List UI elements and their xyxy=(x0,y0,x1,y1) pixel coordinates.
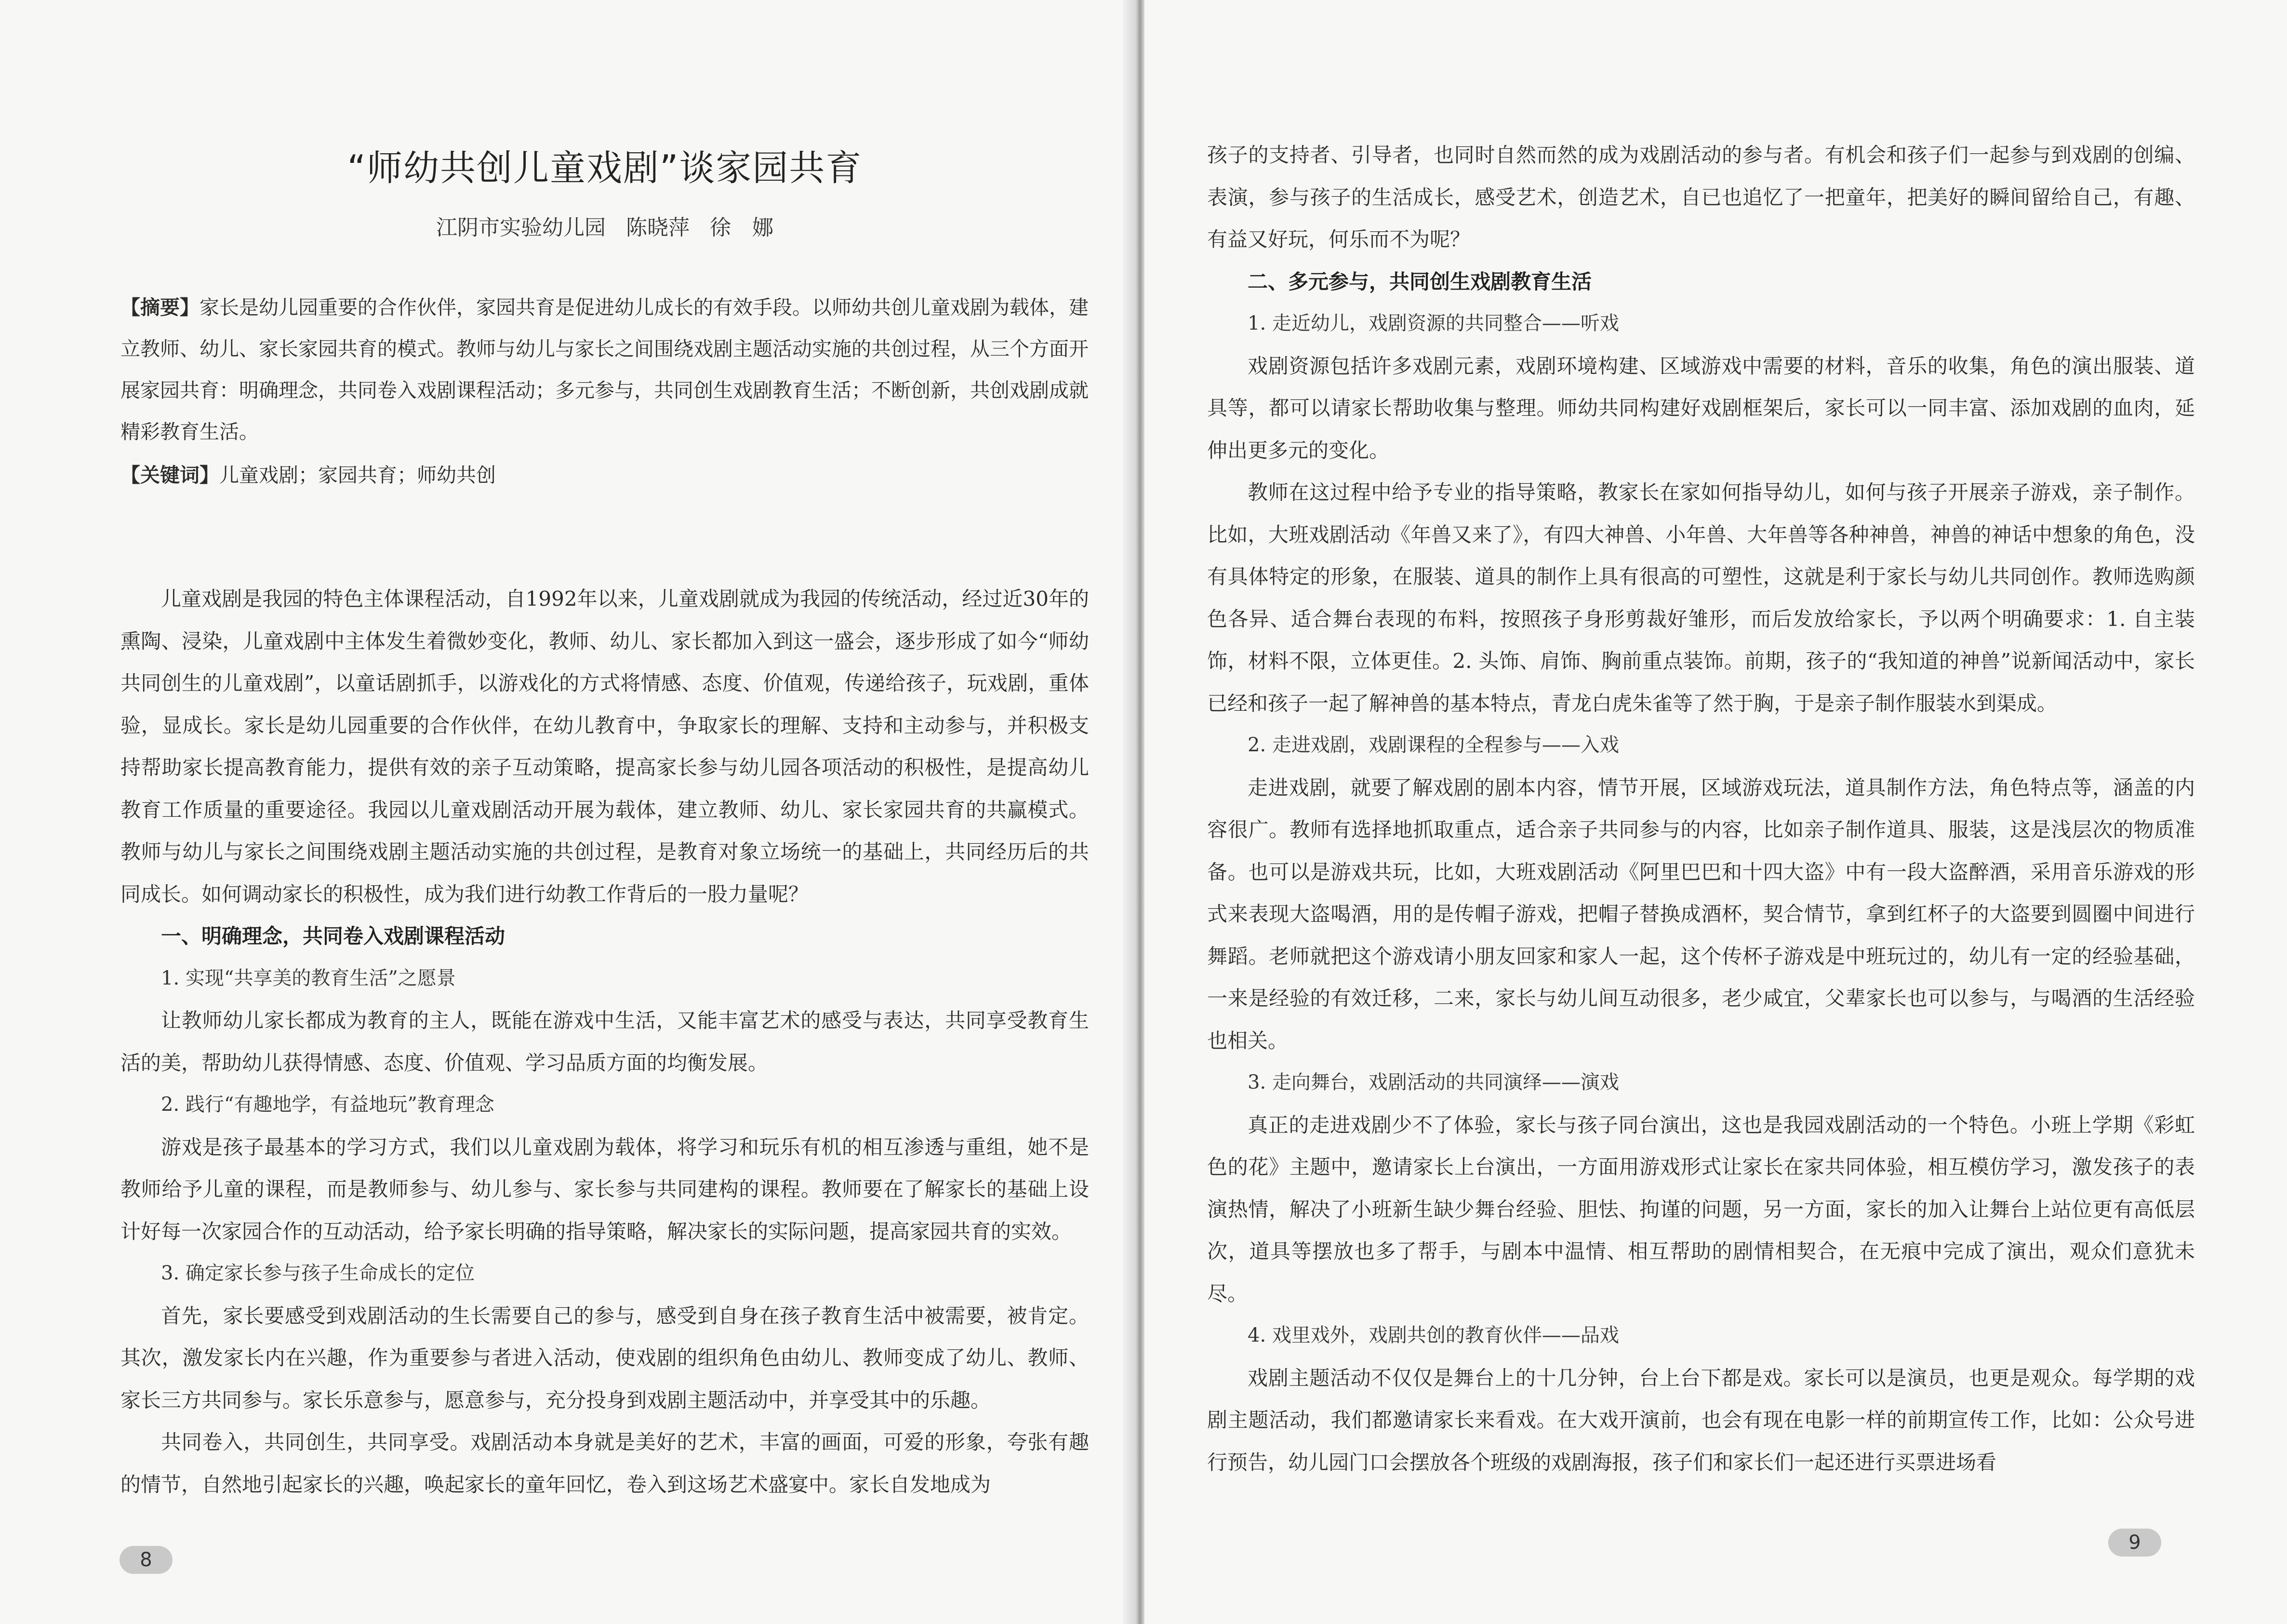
continued-paragraph: 孩子的支持者、引导者，也同时自然而然的成为戏剧活动的参与者。有机会和孩子们一起参与到戏剧的创编、表演，参与孩子的生活成长，感受艺术，创造艺术，自已也追忆了一把童年，把美好的瞬间留给自己，有趣、有益又好玩，何乐而不为呢？ xyxy=(1207,143,2195,251)
abstract-text: 家长是幼儿园重要的合作伙伴，家园共育是促进幼儿成长的有效手段。以师幼共创儿童戏剧为载体，建立教师、幼儿、家长家园共育的模式。教师与幼儿与家长之间围绕戏剧主题活动实施的共创过程，从三个方面开展家园共育：明确理念，共同卷入戏剧课程活动；多元参与，共同创生戏剧教育生活；不断创新，共创戏剧成就精彩教育生活。 xyxy=(120,296,1089,443)
keywords-label: 【关键词】 xyxy=(120,464,219,487)
subsection-2-4-heading: 4. 戏里戏外，戏剧共创的教育伙伴——品戏 xyxy=(1248,1324,1619,1346)
subsection-2-1-heading: 1. 走近幼儿，戏剧资源的共同整合——听戏 xyxy=(1248,312,1619,334)
intro-paragraph: 儿童戏剧是我园的特色主体课程活动，自1992年以来，儿童戏剧就成为我园的传统活动，经过近30年的熏陶、浸染，儿童戏剧中主体发生着微妙变化，教师、幼儿、家长都加入到这一盛会，逐步形成了如今“师幼共同创生的儿童戏剧”，以童话剧抓手，以游戏化的方式将情感、态度、价值观，传递给孩子，玩戏剧，重体验，显成长。家长是幼儿园重要的合作伙伴，在幼儿教育中，争取家长的理解、支持和主动参与，并积极支持帮助家长提高教育能力，提供有效的亲子互动策略，提高家长参与幼儿园各项活动的积极性，是提高幼儿教育工作质量的重要途径。我园以儿童戏剧活动开展为载体，建立教师、幼儿、家长家园共育的共赢模式。教师与幼儿与家长之间围绕戏剧主题活动实施的共创过程，是教育对象立场统一的基础上，共同经历后的共同成长。如何调动家长的积极性，成为我们进行幼教工作背后的一股力量呢？ xyxy=(120,587,1089,906)
subsection-2-3-paragraph: 真正的走进戏剧少不了体验，家长与孩子同台演出，这也是我园戏剧活动的一个特色。小班上学期《彩虹色的花》主题中，邀请家长上台演出，一方面用游戏形式让家长在家共同体验，相互模仿学习，激发孩子的表演热情，解决了小班新生缺少舞台经验、胆怯、拘谨的问题，另一方面，家长的加入让舞台上站位更有高低层次，道具等摆放也多了帮手，与剧本中温情、相互帮助的剧情相契合，在无痕中完成了演出，观众们意犹未尽。 xyxy=(1207,1113,2195,1305)
author-2: 徐 娜 xyxy=(710,215,773,240)
abstract xyxy=(120,287,1089,453)
abstract-label: 【摘要】 xyxy=(120,296,199,319)
subsection-2-2-paragraph: 走进戏剧，就要了解戏剧的剧本内容，情节开展，区域游戏玩法，道具制作方法，角色特点等，涵盖的内容很广。教师有选择地抓取重点，适合亲子共同参与的内容，比如亲子制作道具、服装，这是浅层次的物质准备。也可以是游戏共玩，比如，大班戏剧活动《阿里巴巴和十四大盗》中有一段大盗醉酒，采用音乐游戏的形式来表现大盗喝酒，用的是传帽子游戏，把帽子替换成酒杯，契合情节，拿到红杯子的大盗要到圆圈中间进行舞蹈。老师就把这个游戏请小朋友回家和家人一起，这个传杯子游戏是中班玩过的，幼儿有一定的经验基础，一来是经验的有效迁移，二来，家长与幼儿间互动很多，老少咸宜，父辈家长也可以参与，与喝酒的生活经验也相关。 xyxy=(1207,775,2195,1052)
subsection-2-1-paragraph-a: 戏剧资源包括许多戏剧元素，戏剧环境构建、区域游戏中需要的材料，音乐的收集，角色的演出服装、道具等，都可以请家长帮助收集与整理。师幼共同构建好戏剧框架后，家长可以一同丰富、添加戏剧的血肉，延伸出更多元的变化。 xyxy=(1207,354,2195,462)
subsection-2-4-paragraph: 戏剧主题活动不仅仅是舞台上的十几分钟，台上台下都是戏。家长可以是演员，也更是观众。每学期的戏剧主题活动，我们都邀请家长来看戏。在大戏开演前，也会有现在电影一样的前期宣传工作，比如：公众号进行预告，幼儿园门口会摆放各个班级的戏剧海报，孩子们和家长们一起还进行买票进场看 xyxy=(1207,1366,2195,1474)
right-page xyxy=(1144,0,2287,1624)
subsection-2-2-heading: 2. 走进戏剧，戏剧课程的全程参与——入戏 xyxy=(1248,734,1619,756)
subsection-1-1-paragraph: 让教师幼儿家长都成为教育的主人，既能在游戏中生活，又能丰富艺术的感受与表达，共同享受教育生活的美，帮助幼儿获得情感、态度、价值观、学习品质方面的均衡发展。 xyxy=(120,1009,1089,1075)
author-unit: 江阴市实验幼儿园 xyxy=(436,215,606,240)
keywords-text: 儿童戏剧；家园共育；师幼共创 xyxy=(219,464,496,487)
subsection-1-3-paragraph-a: 首先，家长要感受到戏剧活动的生长需要自己的参与，感受到自身在孩子教育生活中被需要，被肯定。其次，激发家长内在兴趣，作为重要参与者进入活动，使戏剧的组织角色由幼儿、教师变成了幼儿、教师、家长三方共同参与。家长乐意参与，愿意参与，充分投身到戏剧主题活动中，并享受其中的乐趣。 xyxy=(120,1304,1089,1412)
subsection-1-2-paragraph: 游戏是孩子最基本的学习方式，我们以儿童戏剧为载体，将学习和玩乐有机的相互渗透与重组，她不是教师给予儿童的课程，而是教师参与、幼儿参与、家长参与共同建构的课程。教师要在了解家长的基础上设计好每一次家园合作的互动活动，给予家长明确的指导策略，解决家长的实际问题，提高家园共育的实效。 xyxy=(120,1135,1089,1243)
subsection-1-1-heading: 1. 实现“共享美的教育生活”之愿景 xyxy=(161,967,456,989)
keywords xyxy=(120,454,1089,496)
section-2-heading: 二、多元参与，共同创生戏剧教育生活 xyxy=(1248,269,1592,293)
author-1: 陈晓萍 xyxy=(626,215,690,240)
subsection-2-1-paragraph-b: 教师在这过程中给予专业的指导策略，教家长在家如何指导幼儿，如何与孩子开展亲子游戏，亲子制作。比如，大班戏剧活动《年兽又来了》，有四大神兽、小年兽、大年兽等各种神兽，神兽的神话中想象的角色，没有具体特定的形象，在服装、道具的制作上具有很高的可塑性，这就是利于家长与幼儿共同创作。教师选购颜色各异、适合舞台表现的布料，按照孩子身形剪裁好雏形，而后发放给家长，予以两个明确要求：1. 自主装饰，材料不限，立体更佳。2. 头饰、肩饰、胸前重点装饰。前期，孩子的“我知道的神兽”说新闻活动中，家长已经和孩子一起了解神兽的基本特点，青龙白虎朱雀等了然于胸，于是亲子制作服装水到渠成。 xyxy=(1207,480,2195,715)
page-number-left: 8 xyxy=(120,1546,173,1574)
right-column xyxy=(1207,134,2195,1483)
left-column xyxy=(120,140,1089,1505)
subsection-1-3-paragraph-b: 共同卷入，共同创生，共同享受。戏剧活动本身就是美好的艺术，丰富的画面，可爱的形象，夸张有趣的情节，自然地引起家长的兴趣，唤起家长的童年回忆，卷入到这场艺术盛宴中。家长自发地成为 xyxy=(120,1430,1089,1496)
article-title: “师幼共创儿童戏剧”谈家园共育 xyxy=(347,147,863,189)
subsection-1-3-heading: 3. 确定家长参与孩子生命成长的定位 xyxy=(161,1262,475,1284)
subsection-2-3-heading: 3. 走向舞台，戏剧活动的共同演绎——演戏 xyxy=(1248,1071,1619,1093)
left-page xyxy=(0,0,1128,1624)
subsection-1-2-heading: 2. 践行“有趣地学，有益地玩”教育理念 xyxy=(161,1093,494,1116)
author-line xyxy=(120,210,1089,241)
section-1-heading: 一、明确理念，共同卷入戏剧课程活动 xyxy=(161,924,505,948)
page-number-right: 9 xyxy=(2108,1529,2161,1557)
